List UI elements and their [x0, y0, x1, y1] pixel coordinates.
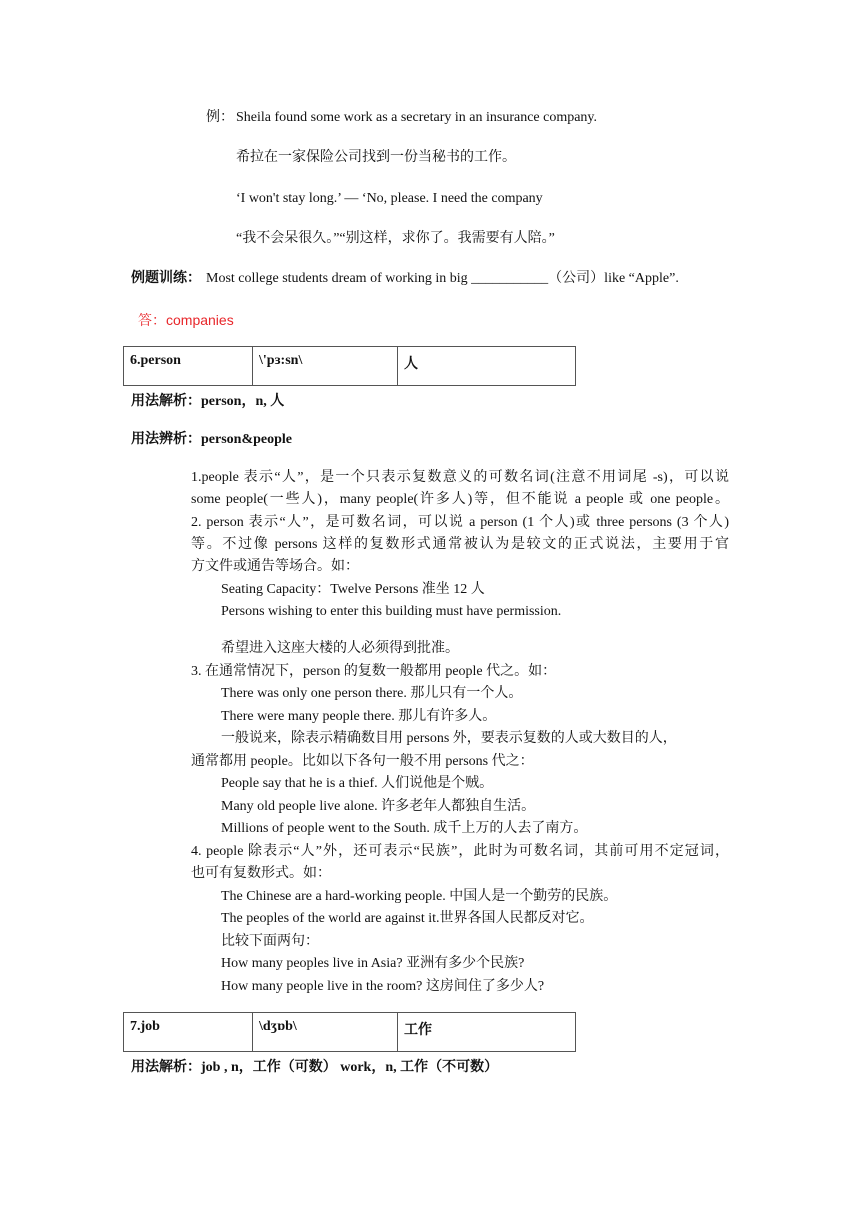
note-2-line-2: 等。不过像 persons 这样的复数形式通常被认为是较文的正式说法，主要用于官	[191, 537, 729, 552]
vocab-meaning: 人	[404, 357, 418, 372]
vocab-word: 7.job	[124, 1013, 253, 1051]
vocab-phonetic: \dʒɒb\	[253, 1013, 398, 1051]
usage-distinction-person: 用法辨析：person&people	[131, 432, 292, 447]
exercise-text: Most college students dream of working in big ___________（公司）like “Apple”.	[206, 271, 679, 286]
example-label: 例：	[206, 110, 234, 125]
example-dialogue-zh: “我不会呆很久。”“别这样，求你了。我需要有人陪。”	[236, 231, 555, 246]
note-4-line-1: 4. people 除表示“人”外，还可表示“民族”，此时为可数名词，其前可用不定冠词，	[191, 844, 729, 859]
vocab-phonetic: \'pɜ:sn\	[253, 347, 398, 385]
exercise-answer: 答：companies	[138, 312, 234, 328]
example-room: How many people live in the room? 这房间住了多少人?	[221, 979, 545, 994]
exercise-label: 例题训练：	[131, 271, 201, 286]
example-sentence-zh: 希拉在一家保险公司找到一份当秘书的工作。	[236, 150, 516, 165]
example-persons-zh: 希望进入这座大楼的人必须得到批准。	[221, 641, 459, 656]
vocab-meaning: 工作	[404, 1023, 432, 1038]
example-asia: How many peoples live in Asia? 亚洲有多少个民族?	[221, 956, 525, 971]
example-alone: Many old people live alone. 许多老年人都独自生活。	[221, 799, 536, 814]
example-one-person: There was only one person there. 那儿只有一个人。	[221, 686, 523, 701]
vocab-table-job	[123, 1012, 576, 1052]
note-1-line-1: 1.people 表示“人”，是一个只表示复数意义的可数名词(注意不用词尾 -s)，可以说	[191, 470, 729, 485]
example-persons-en: Persons wishing to enter this building must have permission.	[221, 604, 562, 619]
example-many-people: There were many people there. 那儿有许多人。	[221, 709, 497, 724]
usage-analysis-person: 用法解析：person，n, 人	[131, 394, 285, 409]
note-3-line-1: 3. 在通常情况下，person 的复数一般都用 people 代之。如：	[191, 664, 557, 679]
note-2-line-3: 方文件或通告等场合。如：	[191, 559, 359, 574]
note-3-line-2: 一般说来，除表示精确数目用 persons 外，要表示复数的人或大数目的人，	[221, 731, 677, 746]
compare-label: 比较下面两句：	[221, 934, 319, 949]
note-3-line-3: 通常都用 people。比如以下各句一般不用 persons 代之：	[191, 754, 534, 769]
vocab-table-person	[123, 346, 576, 386]
vocab-word: 6.person	[124, 347, 253, 385]
example-sentence-en: Sheila found some work as a secretary in an insurance company.	[236, 110, 598, 125]
usage-analysis-job: 用法解析：job , n，工作（可数） work，n, 工作（不可数）	[131, 1060, 499, 1075]
example-chinese: The Chinese are a hard-working people. 中国人是一个勤劳的民族。	[221, 889, 618, 904]
note-2-line-1: 2. person 表示“人”，是可数名词，可以说 a person (1 个人)或 three persons (3 个人)	[191, 515, 729, 530]
example-seating: Seating Capacity：Twelve Persons 准坐 12 人	[221, 582, 485, 597]
example-dialogue-en: ‘I won't stay long.’ — ‘No, please. I need the company	[236, 191, 543, 206]
note-1-line-2: some people(一些人)，many people(许多人)等，但不能说 a people 或 one people。	[191, 492, 729, 507]
note-4-line-2: 也可有复数形式。如：	[191, 866, 331, 881]
example-peoples: The peoples of the world are against it.世界各国人民都反对它。	[221, 911, 594, 926]
example-south: Millions of people went to the South. 成千上万的人去了南方。	[221, 821, 588, 836]
example-thief: People say that he is a thief. 人们说他是个贼。	[221, 776, 494, 791]
